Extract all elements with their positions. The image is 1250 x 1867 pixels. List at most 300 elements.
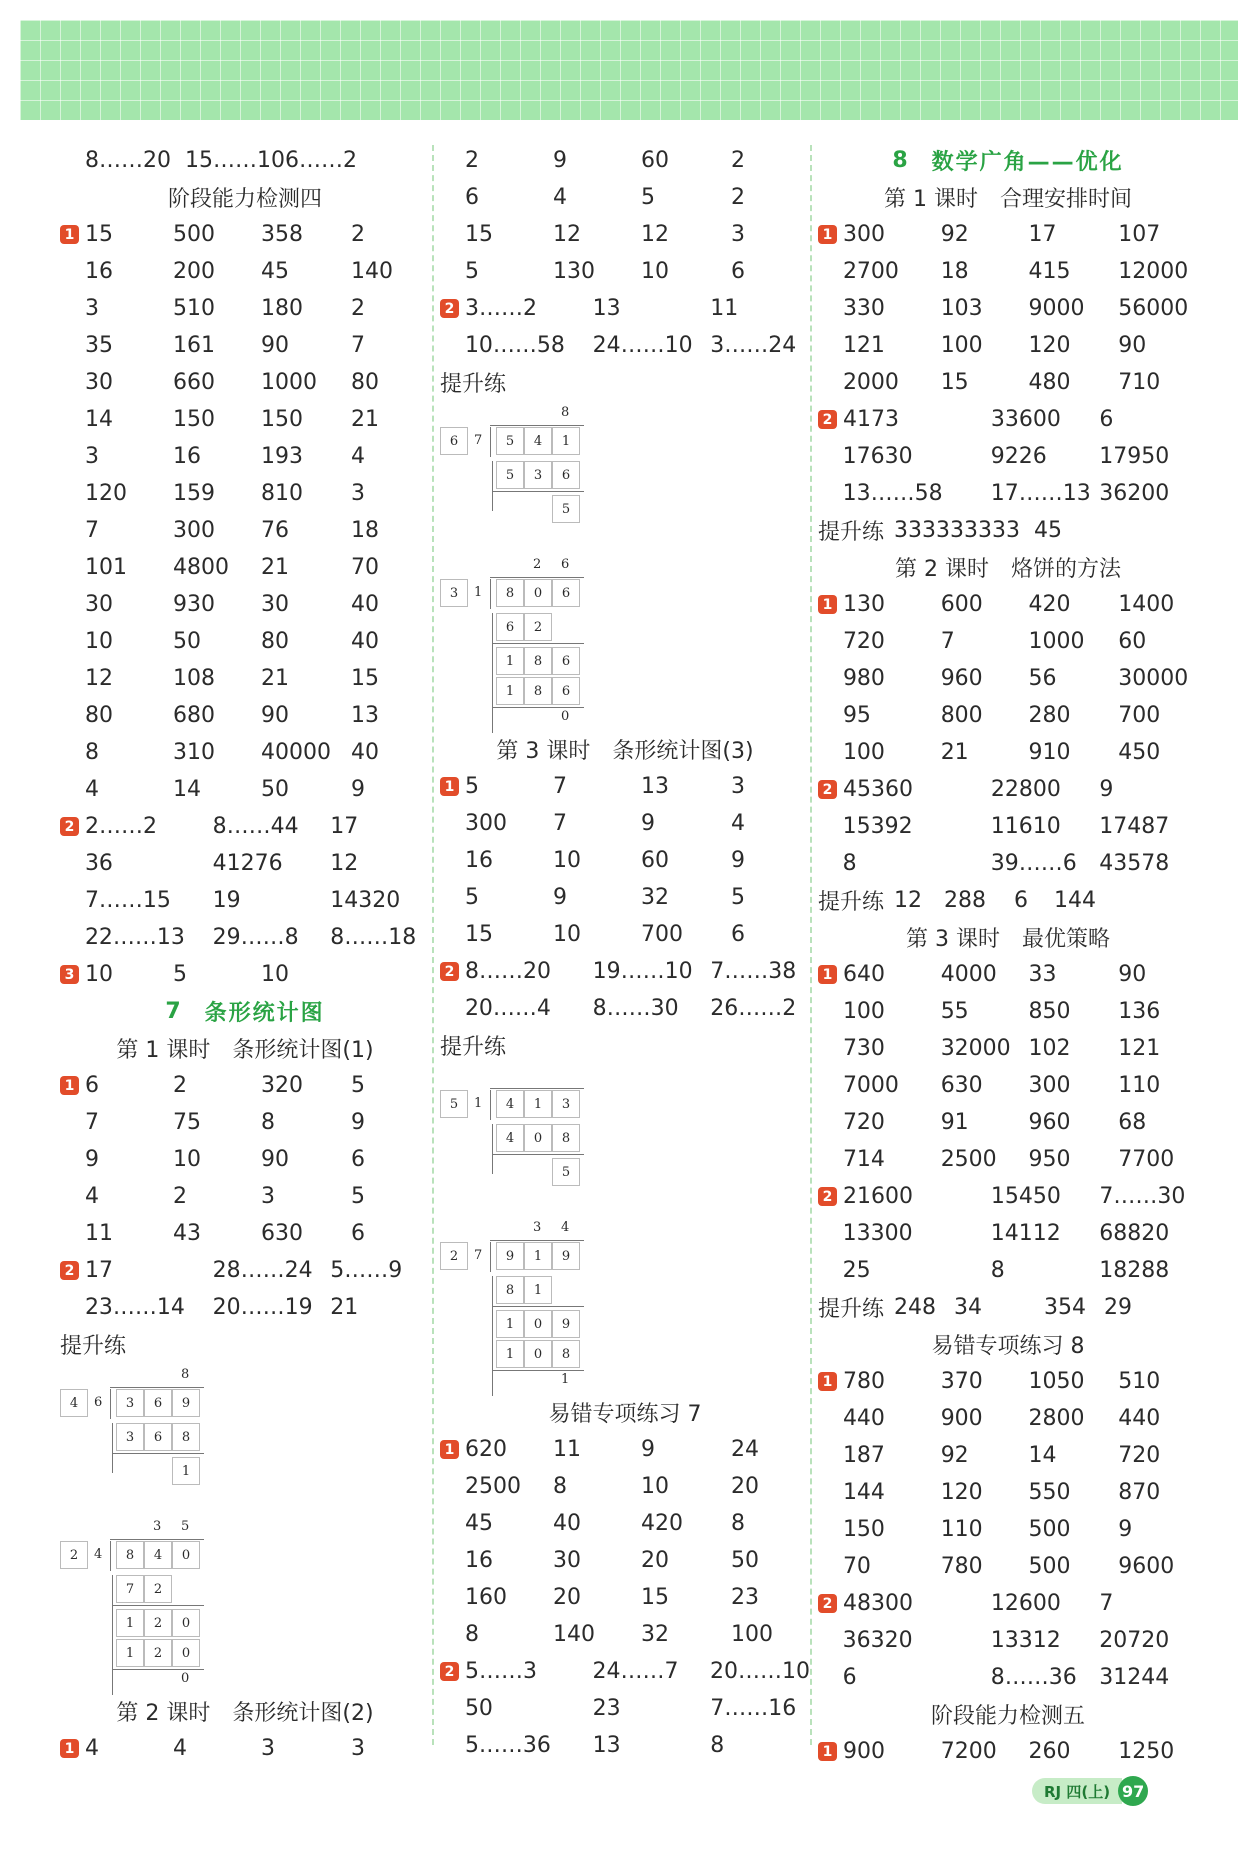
digit-box: 1: [524, 1090, 552, 1118]
answer-cell: 7……30: [1099, 1184, 1186, 1209]
answer-cell: 950: [1028, 1147, 1071, 1172]
answer-cell: 17950: [1099, 444, 1170, 469]
digit: 5: [181, 1519, 190, 1534]
digit-box: 1: [496, 1340, 524, 1368]
answer-cell: 660: [173, 370, 215, 395]
answer-cell: 144: [842, 1480, 885, 1505]
answer-cell: 17487: [1099, 814, 1170, 839]
grade-label: RJ 四(上): [1032, 1778, 1122, 1804]
digit-box: 1: [116, 1639, 144, 1667]
answer-cell: 80: [261, 629, 289, 654]
answer-cell: 358: [261, 222, 303, 247]
digit-box: 6: [552, 647, 580, 675]
answer-cell: 9226: [990, 444, 1047, 469]
question-number-badge: 2: [440, 299, 459, 318]
answer-cell: 3: [351, 481, 365, 506]
answer-row: [60, 586, 430, 623]
answer-cell: 1000: [1028, 629, 1085, 654]
section-title: 烙饼的方法: [1010, 557, 1121, 582]
answer-cell: 6: [731, 922, 745, 947]
answer-cell: 930: [173, 592, 215, 617]
chapter-heading: [60, 993, 430, 1030]
answer-row: [440, 1542, 810, 1579]
digit: 0: [181, 1671, 190, 1686]
answer-cell: 39……6: [990, 851, 1077, 876]
answer-cell: 13: [641, 774, 669, 799]
answer-cell: 630: [940, 1073, 983, 1098]
answer-cell: 140: [351, 259, 393, 284]
answer-cell: 13312: [990, 1628, 1061, 1653]
answer-cell: 12: [330, 851, 359, 876]
answer-cell: 7: [351, 333, 365, 358]
answer-cell: 100: [731, 1622, 773, 1647]
answer-cell: 19……10: [592, 959, 693, 984]
answer-cell: 510: [173, 296, 215, 321]
lesson-heading: [818, 549, 1198, 586]
digit-box: 1: [496, 677, 524, 705]
answer-row: [60, 1730, 430, 1767]
rule-line: [490, 425, 584, 426]
answer-cell: 45: [465, 1511, 493, 1536]
answer-cell: 5: [351, 1184, 365, 1209]
answer-row: [818, 808, 1198, 845]
answer-cell: 13……58: [842, 481, 943, 506]
answer-cell: 1250: [1118, 1739, 1175, 1764]
answer-cell: 9: [85, 1147, 99, 1172]
answer-cell: 415: [1028, 259, 1071, 284]
answer-cell: 160: [465, 1585, 507, 1610]
question-number-badge: 1: [818, 225, 837, 244]
rule-line: [492, 1370, 584, 1371]
answer-cell: 15: [940, 370, 969, 395]
answer-cell: 5……9: [330, 1258, 403, 1283]
tisheng-label: 提升练: [440, 372, 507, 397]
digit-box: 8: [524, 677, 552, 705]
bracket-line: [490, 1090, 491, 1120]
answer-cell: 480: [1028, 370, 1071, 395]
answer-cell: 21: [940, 740, 969, 765]
digit-box: 6: [144, 1423, 172, 1451]
answer-cell: 150: [261, 407, 303, 432]
answer-cell: 34: [954, 1295, 983, 1320]
digit-box: 0: [172, 1609, 200, 1637]
answer-cell: 10: [85, 962, 113, 987]
digit: 8: [181, 1367, 190, 1382]
answer-cell: 18288: [1099, 1258, 1170, 1283]
digit-box: 5: [552, 1158, 580, 1186]
section-title: 易错专项练习 7: [548, 1402, 702, 1427]
answer-cell: 3: [85, 444, 99, 469]
answer-cell: 640: [843, 962, 885, 987]
answer-row: [60, 253, 430, 290]
answer-cell: 13: [351, 703, 379, 728]
answer-cell: 4173: [843, 407, 899, 432]
digit-box: 8: [524, 647, 552, 675]
digit-box: 6: [440, 427, 468, 455]
answer-cell: 5: [731, 885, 745, 910]
answer-cell: 15: [465, 922, 493, 947]
answer-cell: 980: [842, 666, 885, 691]
chapter-heading: [818, 142, 1198, 179]
answer-cell: 28……24: [212, 1258, 313, 1283]
answer-cell: 13: [592, 1733, 621, 1758]
answer-cell: 25: [842, 1258, 871, 1283]
answer-row: [60, 697, 430, 734]
digit-box: 6: [552, 579, 580, 607]
answer-cell: 15: [465, 222, 493, 247]
answer-cell: 8: [553, 1474, 567, 1499]
answer-row: [818, 327, 1198, 364]
answer-cell: 35: [85, 333, 113, 358]
answer-cell: 11: [553, 1437, 581, 1462]
answer-row: [440, 1505, 810, 1542]
lesson-label: 第 1 课时: [884, 187, 978, 212]
answer-cell: 22……13: [84, 925, 185, 950]
digit-box: 1: [524, 1276, 552, 1304]
question-number-badge: 3: [60, 965, 79, 984]
answer-cell: 21600: [843, 1184, 913, 1209]
answer-cell: 75: [173, 1110, 201, 1135]
answer-row: [60, 1289, 430, 1326]
question-number-badge: 1: [60, 1076, 79, 1095]
long-division-figure: [440, 1220, 810, 1392]
answer-cell: 15: [85, 222, 113, 247]
digit: 1: [474, 585, 483, 600]
answer-cell: 12000: [1118, 259, 1189, 284]
answer-cell: 12: [85, 666, 113, 691]
answer-row: [818, 438, 1198, 475]
long-division-figure: [440, 557, 810, 729]
lesson-heading: [440, 731, 810, 768]
answer-cell: 24……10: [592, 333, 693, 358]
answer-cell: 2: [465, 148, 479, 173]
answer-cell: 40: [351, 740, 379, 765]
answer-cell: 2: [173, 1073, 187, 1098]
answer-cell: 6: [1099, 407, 1114, 432]
digit-box: 0: [524, 1340, 552, 1368]
answer-cell: 8: [842, 851, 857, 876]
answer-cell: 6: [1014, 888, 1029, 913]
answer-cell: 2000: [842, 370, 899, 395]
answer-row: [818, 1178, 1198, 1215]
answer-cell: 9: [1099, 777, 1114, 802]
answer-cell: 260: [1028, 1739, 1071, 1764]
answer-cell: 500: [1028, 1517, 1071, 1542]
top-grid-banner: [20, 20, 1238, 120]
answer-row: [60, 734, 430, 771]
digit-box: 0: [172, 1639, 200, 1667]
answer-cell: 4: [173, 1736, 187, 1761]
answer-row: [60, 327, 430, 364]
answer-cell: 33: [1028, 962, 1057, 987]
answer-cell: 10: [553, 922, 581, 947]
answer-row: [60, 1178, 430, 1215]
rule-line: [490, 1088, 584, 1089]
answer-row: [60, 919, 430, 956]
long-division-figure: [440, 1068, 810, 1216]
answer-cell: 12600: [990, 1591, 1061, 1616]
answer-row: [440, 1653, 810, 1690]
answer-cell: 16: [465, 1548, 493, 1573]
answer-row: [60, 401, 430, 438]
answer-cell: 680: [173, 703, 215, 728]
answer-row: [818, 1067, 1198, 1104]
answer-row: [818, 1622, 1198, 1659]
digit-box: 1: [116, 1609, 144, 1637]
answer-cell: 7……38: [710, 959, 797, 984]
column-middle: [440, 142, 810, 1777]
answer-row: [440, 179, 810, 216]
answer-cell: 13: [592, 296, 621, 321]
answer-cell: 6: [731, 259, 745, 284]
answer-cell: 70: [842, 1554, 871, 1579]
answer-cell: 6: [842, 1665, 857, 1690]
lesson-label: 第 3 课时: [906, 927, 1000, 952]
question-number-badge: 1: [818, 965, 837, 984]
answer-cell: 11610: [990, 814, 1061, 839]
lesson-heading: [60, 1030, 430, 1067]
answer-cell: 14: [1028, 1443, 1057, 1468]
lesson-heading: [818, 179, 1198, 216]
answer-cell: 620: [465, 1437, 507, 1462]
answer-cell: 9600: [1118, 1554, 1175, 1579]
answer-cell: 248: [894, 1295, 937, 1320]
chapter-number: 8: [892, 148, 910, 173]
answer-row: [60, 808, 430, 845]
answer-cell: 2500: [465, 1474, 521, 1499]
answer-cell: 1050: [1028, 1369, 1085, 1394]
answer-cell: 9: [641, 811, 655, 836]
answer-row: [60, 660, 430, 697]
answer-cell: 101: [85, 555, 127, 580]
digit-box: 3: [116, 1423, 144, 1451]
answer-cell: 95: [842, 703, 871, 728]
digit-box: 6: [496, 613, 524, 641]
answer-cell: 700: [641, 922, 683, 947]
answer-cell: 10: [641, 1474, 669, 1499]
answer-cell: 8……44: [212, 814, 299, 839]
answer-row: [818, 734, 1198, 771]
answer-cell: 420: [641, 1511, 683, 1536]
answer-cell: 6: [85, 1073, 99, 1098]
answer-cell: 500: [1028, 1554, 1071, 1579]
answer-row: [818, 512, 1198, 549]
answer-cell: 14320: [330, 888, 401, 913]
lesson-heading: [818, 919, 1198, 956]
chapter-title: 条形统计图: [204, 1001, 325, 1026]
answer-cell: 24……7: [592, 1659, 679, 1684]
answer-cell: 330: [842, 296, 885, 321]
answer-cell: 6: [465, 185, 479, 210]
answer-cell: 730: [842, 1036, 885, 1061]
answer-cell: 11: [710, 296, 739, 321]
answer-cell: 870: [1118, 1480, 1161, 1505]
answer-cell: 110: [940, 1517, 983, 1542]
digit-box: 2: [144, 1639, 172, 1667]
answer-cell: 370: [940, 1369, 983, 1394]
answer-cell: 22800: [990, 777, 1061, 802]
answer-cell: 960: [1028, 1110, 1071, 1135]
column-divider-right: [810, 145, 812, 1745]
answer-row: [60, 290, 430, 327]
answer-cell: 11: [85, 1221, 113, 1246]
answer-cell: 9: [351, 1110, 365, 1135]
answer-cell: 7: [553, 811, 567, 836]
chapter-number: 7: [165, 999, 183, 1024]
rule-line: [112, 1453, 204, 1454]
answer-cell: 102: [1028, 1036, 1071, 1061]
answer-cell: 20……4: [464, 996, 551, 1021]
answer-row: [60, 1215, 430, 1252]
answer-cell: 76: [261, 518, 289, 543]
digit-box: 4: [496, 1124, 524, 1152]
answer-cell: 440: [1118, 1406, 1161, 1431]
answer-cell: 90: [1118, 333, 1147, 358]
answer-cell: 2: [731, 185, 745, 210]
digit: 0: [561, 709, 570, 724]
answer-cell: 2: [351, 296, 365, 321]
answer-cell: 300: [465, 811, 507, 836]
answer-cell: 720: [842, 1110, 885, 1135]
answer-cell: 40000: [261, 740, 331, 765]
section-heading: [60, 179, 430, 216]
answer-row: [440, 990, 810, 1027]
answer-cell: 354: [1044, 1295, 1087, 1320]
answer-cell: 21: [351, 407, 379, 432]
answer-cell: 2800: [1028, 1406, 1085, 1431]
answer-row: [818, 1474, 1198, 1511]
digit-box: 5: [440, 1090, 468, 1118]
question-number-badge: 2: [818, 1594, 837, 1613]
long-division-figure: [60, 1367, 430, 1515]
digit-box: 2: [524, 613, 552, 641]
digit-box: 0: [172, 1541, 200, 1569]
bracket-line: [112, 1575, 113, 1695]
answer-cell: 6: [351, 1147, 365, 1172]
answer-row: [818, 1400, 1198, 1437]
answer-cell: 32: [641, 885, 669, 910]
answer-cell: 26……2: [710, 996, 797, 1021]
answer-cell: 55: [940, 999, 969, 1024]
answer-cell: 4: [85, 1736, 99, 1761]
answer-cell: 56: [1028, 666, 1057, 691]
answer-cell: 2500: [940, 1147, 997, 1172]
lesson-label: 第 2 课时: [116, 1701, 211, 1726]
answer-cell: 800: [940, 703, 983, 728]
answer-cell: 45: [261, 259, 289, 284]
answer-cell: 20720: [1099, 1628, 1170, 1653]
answer-row: [818, 364, 1198, 401]
answer-cell: 300: [173, 518, 215, 543]
answer-cell: 90: [261, 333, 289, 358]
answer-cell: 23……14: [84, 1295, 185, 1320]
answer-cell: 3: [261, 1184, 275, 1209]
section-heading: [818, 1326, 1198, 1363]
answer-cell: 23: [592, 1696, 621, 1721]
answer-cell: 18: [351, 518, 379, 543]
digit-box: 0: [524, 1124, 552, 1152]
answer-cell: 68820: [1099, 1221, 1170, 1246]
answer-cell: 20: [731, 1474, 759, 1499]
lesson-label: 第 2 课时: [895, 557, 989, 582]
section-title: 阶段能力检测五: [930, 1704, 1085, 1729]
bracket-line: [110, 1541, 111, 1571]
answer-row: [440, 879, 810, 916]
answer-cell: 9: [731, 848, 745, 873]
digit: 1: [474, 1096, 483, 1111]
answer-cell: 20……19: [212, 1295, 313, 1320]
answer-row: [818, 1289, 1198, 1326]
answer-cell: 15392: [842, 814, 913, 839]
column-divider-left: [432, 145, 434, 1745]
question-number-badge: 2: [818, 780, 837, 799]
answer-cell: 7: [940, 629, 955, 654]
answer-cell: 8……30: [592, 996, 679, 1021]
answer-cell: 140: [553, 1622, 595, 1647]
question-number-badge: 2: [818, 1187, 837, 1206]
answer-cell: 108: [173, 666, 215, 691]
answer-cell: 3……2: [465, 296, 537, 321]
answer-cell: 720: [1118, 1443, 1161, 1468]
section-title: 条形统计图(1): [232, 1038, 374, 1063]
answer-cell: 41276: [212, 851, 283, 876]
digit-box: 6: [552, 461, 580, 489]
answer-row: [818, 1511, 1198, 1548]
answer-cell: 9: [553, 148, 567, 173]
answer-cell: 600: [940, 592, 983, 617]
rule-line: [110, 1387, 204, 1388]
answer-cell: 8: [85, 740, 99, 765]
section-title: 易错专项练习 8: [931, 1334, 1085, 1359]
answer-row: [818, 697, 1198, 734]
answer-cell: 7: [553, 774, 567, 799]
answer-cell: 5: [465, 774, 479, 799]
page-number: 97: [1118, 1776, 1148, 1806]
answer-cell: 36: [84, 851, 113, 876]
digit-box: 8: [496, 1276, 524, 1304]
answer-cell: 60: [1118, 629, 1147, 654]
answer-cell: 3: [351, 1736, 365, 1761]
answer-cell: 80: [85, 703, 113, 728]
answer-cell: 320: [261, 1073, 303, 1098]
answer-cell: 10……58: [464, 333, 565, 358]
answer-cell: 18: [940, 259, 969, 284]
answer-cell: 780: [940, 1554, 983, 1579]
digit-box: 2: [144, 1575, 172, 1603]
bracket-line: [490, 427, 491, 457]
digit-box: 4: [60, 1389, 88, 1417]
digit-box: 2: [144, 1609, 172, 1637]
answer-cell: 2: [731, 148, 745, 173]
answer-cell: 20: [553, 1585, 581, 1610]
section-title: 条形统计图(3): [612, 739, 754, 764]
answer-cell: 10: [173, 1147, 201, 1172]
answer-row: [818, 956, 1198, 993]
answer-row: [440, 1431, 810, 1468]
page-footer: [1032, 1778, 1148, 1804]
answer-row: [440, 327, 810, 364]
answer-cell: 36320: [842, 1628, 913, 1653]
answer-cell: 120: [1028, 333, 1071, 358]
answer-cell: 14112: [990, 1221, 1061, 1246]
answer-row: [60, 623, 430, 660]
section-title: 最优策略: [1021, 927, 1110, 952]
answer-cell: 159: [173, 481, 215, 506]
digit-box: 7: [116, 1575, 144, 1603]
digit-box: 8: [172, 1423, 200, 1451]
answer-cell: 17: [330, 814, 359, 839]
rule-line: [112, 1669, 204, 1670]
